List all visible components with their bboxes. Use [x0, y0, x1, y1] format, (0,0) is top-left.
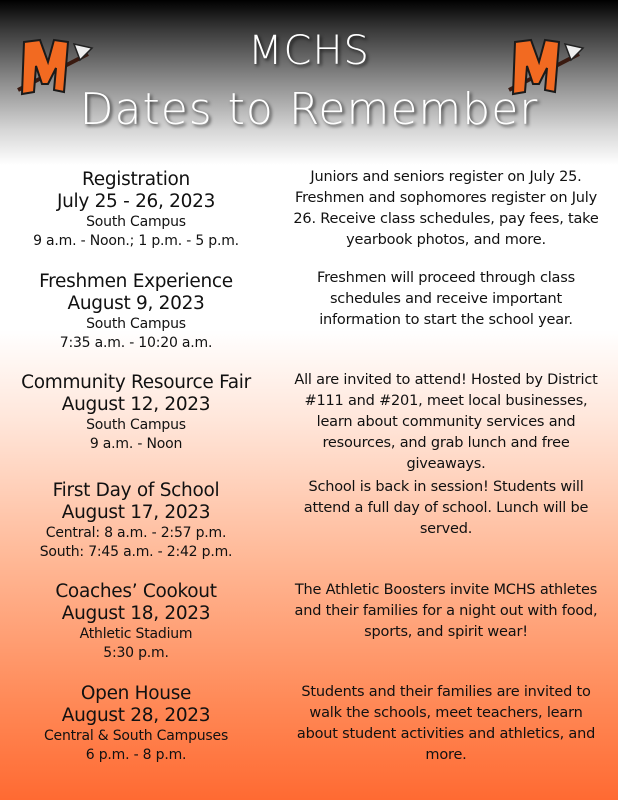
event-detail: South Campus: [86, 316, 186, 332]
event-date: August 9, 2023: [67, 293, 205, 314]
event-date: August 28, 2023: [61, 705, 211, 726]
event-info: [0, 581, 272, 663]
event-date: August 18, 2023: [61, 603, 211, 624]
event-date: July 25 - 26, 2023: [56, 191, 216, 212]
event-detail: 7:35 a.m. - 10:20 a.m.: [59, 335, 213, 351]
event-info: [0, 480, 272, 562]
title-school: MCHS: [248, 28, 370, 74]
event-info: [0, 169, 272, 251]
event-description: Students and their families are invited to walk the schools, meet teachers, learn about student activities and athletics, and more.: [296, 684, 596, 763]
event-name: Freshmen Experience: [39, 271, 233, 292]
event-detail: 6 p.m. - 8 p.m.: [85, 747, 187, 763]
event-description: All are invited to attend! Hosted by District #111 and #201, meet local businesses, learn about community services and resources, and grab lunch and free giveaways.: [294, 372, 598, 472]
title-dates-to-remember: Dates to Remember: [79, 84, 539, 135]
event-name: Open House: [80, 683, 192, 704]
event-detail: Central: 8 a.m. - 2:57 p.m.: [45, 525, 227, 541]
event-description: Freshmen will proceed through class schedules and receive important information to start the school year.: [317, 270, 575, 328]
event-description: The Athletic Boosters invite MCHS athletes and their families for a night out with food, sports, and spirit wear!: [294, 582, 598, 640]
event-info: [0, 271, 272, 353]
event-name: Coaches’ Cookout: [55, 581, 217, 602]
event-date: August 12, 2023: [61, 394, 211, 415]
event-description: School is back in session! Students will attend a full day of school. Lunch will be served.: [303, 479, 589, 537]
event-detail: South: 7:45 a.m. - 2:42 p.m.: [39, 544, 233, 560]
event-name: Community Resource Fair: [21, 372, 251, 393]
event-date: August 17, 2023: [61, 502, 211, 523]
event-info: [0, 372, 272, 454]
event-description: Juniors and seniors register on July 25. Freshmen and sophomores register on July 26. Receive class schedules, pay fees, take yearbook photos, and more.: [293, 169, 599, 248]
event-detail: Central & South Campuses: [43, 728, 229, 744]
event-name: First Day of School: [52, 480, 220, 501]
event-detail: South Campus: [86, 417, 186, 433]
event-info: [0, 683, 272, 765]
event-name: Registration: [82, 169, 190, 190]
event-detail: 9 a.m. - Noon.; 1 p.m. - 5 p.m.: [33, 233, 239, 249]
event-detail: Athletic Stadium: [79, 626, 193, 642]
event-detail: 5:30 p.m.: [103, 645, 169, 661]
event-detail: 9 a.m. - Noon: [89, 436, 183, 452]
event-detail: South Campus: [86, 214, 186, 230]
